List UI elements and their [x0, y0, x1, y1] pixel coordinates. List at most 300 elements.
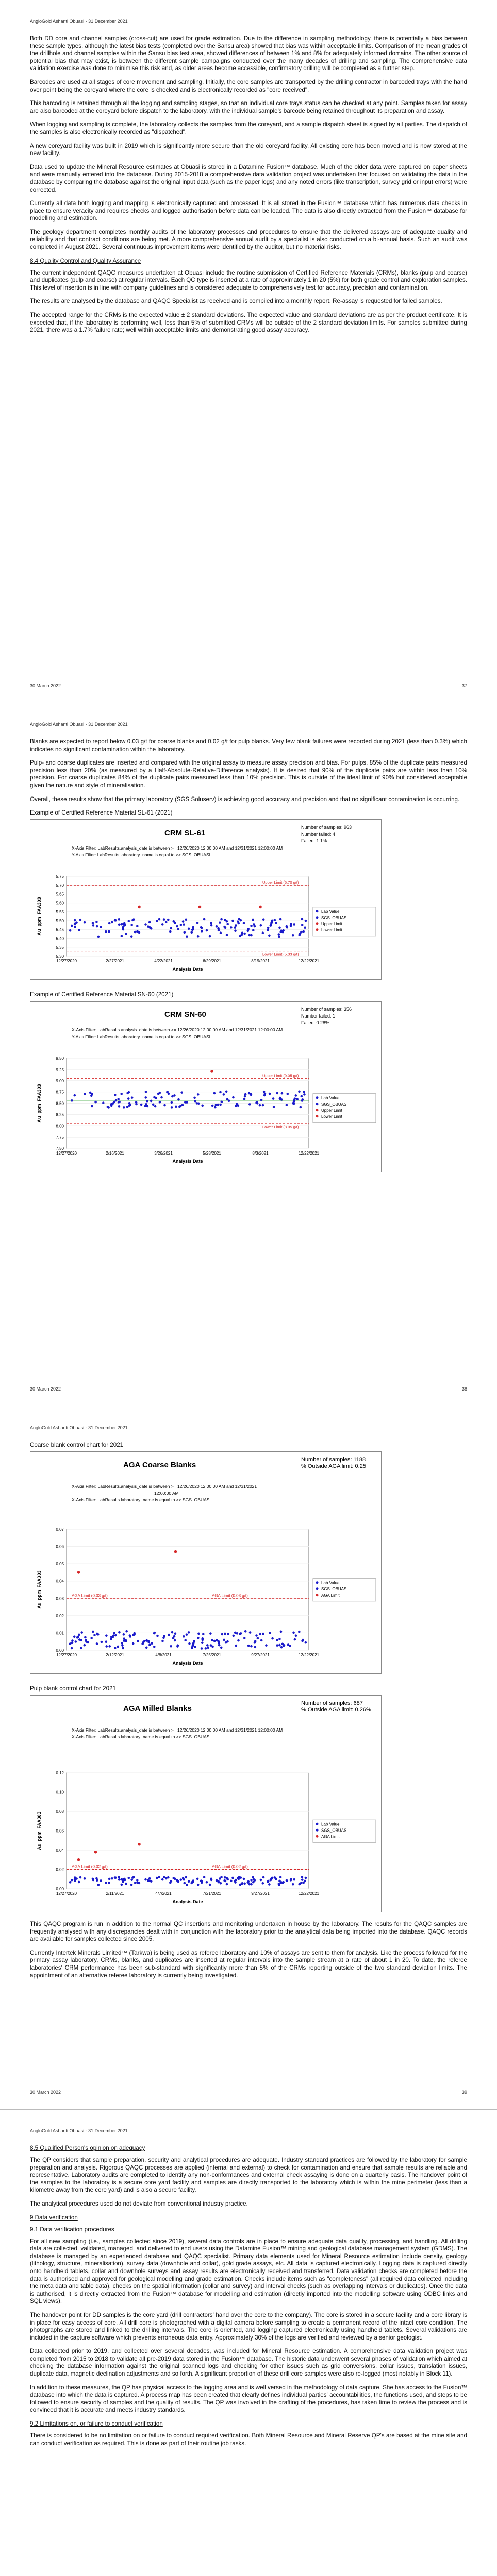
data-point [225, 1641, 227, 1644]
paragraph: The accepted range for the CRMs is the expected value ± 2 standard deviations. The expected value and standard deviations are as per the product certificate. It is expected that, if the laboratory is performing well, less than 5% of submitted CRMs will be outside of the 2 standard deviation limits. For samples submitted during 2021, there was a 1.7% failure rate; well within acceptable limits and demonstrating good assay accuracy. [30, 312, 467, 334]
limit-label: Lower Limit (5.33 g/t) [262, 952, 299, 957]
data-point [201, 1641, 204, 1644]
data-point [118, 1878, 121, 1881]
data-point [114, 1647, 117, 1649]
data-point [188, 1880, 190, 1883]
page-number: 37 [461, 683, 467, 688]
figure-caption: Pulp blank control chart for 2021 [30, 1685, 116, 1692]
data-point [243, 1637, 246, 1639]
page-39 [0, 1406, 497, 2110]
data-point [294, 1638, 296, 1641]
data-point-outlier [138, 906, 141, 909]
data-point [157, 1093, 160, 1095]
x-tick-label: 12/27/2020 [56, 1891, 77, 1896]
chart-filter: X-Axis Filter: LabResults.laboratory_name is equal to >> SGS_OBUASI [72, 1497, 211, 1502]
data-point [156, 1877, 158, 1879]
data-point [158, 1876, 161, 1878]
data-point [193, 1640, 195, 1643]
data-point [171, 1101, 173, 1104]
data-point-outlier [198, 906, 202, 909]
data-point [84, 1636, 87, 1639]
data-point [69, 1881, 72, 1884]
x-tick-label: 4/8/2021 [155, 1653, 172, 1657]
data-point [279, 931, 282, 934]
paragraph: The handover point for DD samples is the core yard (drill contractors' hand over the core to the company). The core is stored in a secure facility and a core library is in place for easy access of core. All drill core is photographed with a digital camera before sampling to create a permanent record of the intact core condition. The photographs are stored and linked to the drilling intervals. The core is oriented, and logging captured electronically using handheld tablets. Several validations are included in the capture software which prevents erroneous data entry. Approximately 30% of the logs are verified and reviewed by a senior geologist. [30, 2311, 467, 2341]
y-tick-label: 5.50 [56, 919, 64, 924]
data-point [114, 919, 117, 922]
data-point [211, 1646, 214, 1648]
data-point [97, 936, 100, 938]
data-point [282, 1881, 285, 1884]
section-heading: 9.2 Limitations on, or failure to conduct verification [30, 2420, 163, 2428]
data-point [272, 1097, 275, 1100]
data-point [305, 1641, 307, 1644]
data-point [180, 924, 183, 926]
data-point [118, 1101, 121, 1104]
data-point [224, 919, 226, 921]
data-point [74, 923, 77, 925]
data-point [94, 1101, 97, 1104]
data-point [244, 1093, 247, 1096]
data-point [269, 1093, 271, 1095]
data-point [96, 1879, 98, 1882]
y-tick-label: 5.45 [56, 927, 64, 933]
legend-marker [316, 1835, 319, 1838]
data-point [250, 1879, 253, 1882]
data-point [276, 1639, 278, 1641]
data-point [211, 1639, 213, 1641]
data-point [117, 1098, 120, 1100]
data-point [255, 1634, 258, 1637]
data-point [111, 1877, 113, 1880]
data-point [279, 1876, 282, 1878]
data-point [136, 925, 139, 928]
data-point [244, 1095, 246, 1098]
y-tick-label: 0.06 [56, 1828, 64, 1834]
data-point [296, 1098, 299, 1101]
data-point [231, 920, 234, 922]
data-point [185, 1876, 187, 1879]
data-point [92, 1631, 94, 1633]
data-point [262, 1882, 264, 1885]
data-point [201, 1105, 204, 1107]
data-point [137, 1640, 139, 1642]
data-point [228, 1100, 230, 1103]
data-point [250, 1094, 253, 1096]
legend-entry: Lab Value [321, 1580, 340, 1585]
data-point [235, 924, 237, 927]
data-point [211, 1105, 214, 1107]
data-point [209, 935, 211, 938]
legend-entry: Upper Limit [321, 1108, 342, 1113]
data-point [183, 1882, 186, 1885]
data-point [188, 1631, 190, 1634]
data-point [197, 1093, 200, 1096]
limit-label: Upper Limit (9.05 g/t) [262, 1073, 299, 1078]
chart-filter: X-Axis Filter: LabResults.analysis_date is between >= 12/26/2020 12:00:00 AM and 12/31/2021 12:00:00 AM [72, 845, 283, 851]
data-point [71, 925, 73, 927]
legend-marker [316, 910, 319, 912]
data-point [117, 1646, 119, 1648]
data-point [247, 1645, 250, 1647]
data-point [130, 924, 133, 926]
data-point [302, 1639, 304, 1641]
data-point [167, 919, 170, 921]
data-point [105, 1640, 107, 1643]
chart-title: CRM SL-61 [164, 828, 206, 838]
data-point [230, 926, 233, 929]
chart-filter: 12:00:00 AM [154, 1490, 179, 1496]
data-point [144, 1096, 147, 1099]
data-point [201, 1647, 203, 1650]
data-point-outlier [77, 1571, 80, 1574]
data-point [286, 925, 288, 928]
data-point [220, 932, 222, 935]
page-footer [30, 1386, 467, 1392]
data-point [174, 1878, 176, 1880]
data-point [197, 1884, 200, 1886]
data-point [126, 1092, 129, 1095]
data-point [97, 1633, 100, 1636]
x-tick-label: 12/22/2021 [298, 1151, 320, 1156]
data-point [269, 1632, 271, 1634]
data-point [201, 1882, 203, 1884]
plot-area [67, 876, 309, 956]
data-point [225, 1091, 228, 1093]
data-point [71, 1099, 73, 1102]
data-point [243, 1878, 245, 1880]
data-point [226, 923, 229, 926]
data-point [118, 1876, 120, 1879]
data-point [130, 1884, 133, 1886]
paragraph: Blanks are expected to report below 0.03 g/t for coarse blanks and 0.02 g/t for pulp blanks. Very few blank failures were recorded during 2021 (less than 0.3%) which indicates no significant contamination within the laboratory. [30, 738, 467, 753]
data-point [84, 1093, 86, 1096]
data-point [209, 1632, 212, 1635]
data-point [118, 1631, 121, 1634]
data-point [118, 924, 121, 926]
x-axis-label: Analysis Date [172, 1660, 203, 1666]
section-heading: 9 Data verification [30, 2214, 78, 2221]
data-point [84, 1877, 86, 1880]
data-point [237, 1639, 240, 1642]
data-point [121, 1642, 123, 1645]
data-point [243, 922, 245, 925]
data-point [84, 1644, 86, 1647]
x-tick-label: 7/21/2021 [203, 1891, 221, 1896]
data-point [217, 1104, 219, 1106]
y-tick-label: 8.25 [56, 1112, 64, 1117]
data-point [167, 1876, 170, 1879]
y-tick-label: 8.75 [56, 1090, 64, 1095]
data-point [163, 1876, 165, 1879]
data-point [127, 1097, 130, 1100]
y-tick-label: 0.02 [56, 1613, 64, 1618]
data-point [174, 1632, 177, 1635]
chart-stat: % Outside AGA limit: 0.25 [301, 1463, 366, 1469]
data-point [70, 1642, 73, 1645]
data-point [136, 1882, 139, 1884]
data-point [102, 1101, 105, 1104]
data-point [243, 1883, 246, 1885]
data-point [219, 922, 221, 924]
y-tick-label: 5.55 [56, 910, 64, 915]
data-point [277, 933, 280, 936]
y-tick-label: 0.05 [56, 1562, 64, 1567]
paragraph: Overall, these results show that the primary laboratory (SGS Soluserv) is achieving good accuracy and precision and that no significant contamination is occurring. [30, 795, 460, 803]
data-point [133, 1632, 136, 1635]
data-point [161, 923, 164, 926]
data-point [260, 1099, 263, 1101]
data-point [220, 1876, 223, 1878]
data-point [186, 1884, 188, 1886]
data-point [300, 1882, 303, 1884]
data-point [231, 1877, 234, 1879]
chart-filter: X-Axis Filter: LabResults.analysis_date is between >= 12/26/2020 12:00:00 AM and 12/31/2021 [72, 1484, 257, 1489]
data-point [234, 927, 236, 929]
section-heading: 8.5 Qualified Person's opinion on adequacy [30, 2145, 145, 2151]
chart-stat: Number of samples: 1188 [301, 1456, 366, 1463]
x-tick-label: 4/7/2021 [155, 1891, 172, 1896]
data-point [235, 1105, 237, 1108]
data-point [301, 1878, 304, 1881]
data-point [220, 1647, 223, 1649]
page-header: AngloGold Ashanti Obuasi - 31 December 2021 [30, 19, 128, 24]
data-point [123, 922, 126, 925]
data-point [260, 1639, 263, 1642]
data-point [183, 1635, 185, 1638]
data-point [239, 1633, 241, 1635]
data-point [278, 1638, 281, 1640]
data-point [172, 1637, 175, 1639]
y-tick-label: 5.65 [56, 892, 64, 897]
limit-label: Upper Limit (5.70 g/t) [262, 880, 299, 885]
data-point [110, 1638, 112, 1640]
data-point [301, 1876, 304, 1878]
legend-entry: AGA Limit [321, 1592, 340, 1598]
legend-entry: Lab Value [321, 909, 340, 914]
data-point [91, 1105, 93, 1108]
legend-entry: AGA Limit [321, 1834, 340, 1839]
data-point [105, 1882, 107, 1884]
data-point [299, 1106, 302, 1109]
data-point [197, 935, 200, 938]
x-tick-label: 4/22/2021 [154, 959, 173, 964]
data-point [286, 1879, 288, 1882]
data-point [153, 1646, 156, 1648]
data-point [278, 936, 280, 938]
data-point [92, 922, 94, 925]
y-tick-label: 0.03 [56, 1596, 64, 1601]
data-point [176, 925, 178, 928]
section-heading: 8.4 Quality Control and Quality Assurance [30, 257, 141, 264]
data-point [151, 1642, 153, 1645]
data-point [274, 919, 276, 922]
data-point [257, 1637, 259, 1639]
x-tick-label: 8/3/2021 [252, 1151, 269, 1156]
footer-date: 30 March 2022 [30, 2090, 61, 2095]
chart-stat: Number of samples: 963 [301, 825, 352, 831]
data-point [213, 1640, 216, 1642]
data-point [214, 1104, 217, 1106]
data-point [197, 1637, 200, 1639]
data-point [219, 1104, 222, 1106]
data-point [290, 925, 292, 927]
data-point [239, 1884, 242, 1886]
paragraph: When logging and sampling is complete, the laboratory collects the samples from the coreyard, and a sample dispatch sheet is signed by all parties. The dispatch of the samples is also electronically recorded as "dispatched". [30, 121, 467, 135]
data-point [252, 929, 255, 932]
data-point [279, 1882, 282, 1884]
legend-marker [316, 1109, 319, 1111]
data-point [146, 1100, 148, 1103]
data-point [122, 928, 125, 931]
y-axis-label: Au_ppm_FAA303 [37, 1084, 42, 1123]
data-point [74, 1879, 76, 1882]
legend-entry: SGS_OBUASI [321, 1101, 348, 1107]
data-point [274, 1876, 276, 1879]
data-point [206, 929, 208, 932]
data-point [209, 1884, 211, 1886]
x-tick-label: 8/19/2021 [251, 959, 270, 964]
data-point [110, 1636, 113, 1638]
data-point [128, 1102, 131, 1105]
data-point [188, 1642, 191, 1645]
data-point [238, 1876, 241, 1878]
page-footer [30, 683, 467, 688]
data-point [232, 1096, 235, 1099]
data-point [267, 927, 270, 929]
data-point [173, 1094, 176, 1097]
footer-date: 30 March 2022 [30, 683, 61, 688]
y-tick-label: 8.00 [56, 1124, 64, 1129]
legend-entry: Upper Limit [321, 921, 342, 926]
data-point [131, 919, 134, 922]
data-point [165, 1877, 168, 1880]
data-point [244, 1630, 247, 1633]
figure-caption: Coarse blank control chart for 2021 [30, 1442, 124, 1448]
data-point [150, 1100, 153, 1103]
data-point [252, 1881, 255, 1884]
data-point [193, 1097, 196, 1099]
data-point [276, 1092, 278, 1095]
data-point [253, 1878, 255, 1881]
chart-coarse-blanks [30, 1451, 382, 1674]
data-point [241, 932, 244, 935]
data-point [148, 926, 151, 929]
data-point [252, 919, 254, 921]
data-point [95, 1877, 98, 1880]
data-point [221, 1101, 223, 1104]
y-tick-label: 7.75 [56, 1135, 64, 1140]
data-point [286, 1093, 289, 1095]
legend-entry: Lab Value [321, 1822, 340, 1827]
limit-label: AGA Limit (0.02 g/t) [72, 1864, 108, 1869]
legend-marker [316, 928, 319, 931]
y-tick-label: 5.60 [56, 901, 64, 906]
chart-filter: Y-Axis Filter: LabResults.laboratory_name is equal to >> SGS_OBUASI [72, 852, 210, 858]
figure-caption: Example of Certified Reference Material SN-60 (2021) [30, 991, 174, 998]
data-point [178, 1106, 181, 1108]
data-point [218, 1642, 221, 1645]
x-tick-label: 12/22/2021 [298, 1653, 320, 1657]
data-point [262, 1876, 265, 1879]
figure-caption: Example of Certified Reference Material SL-61 (2021) [30, 809, 173, 817]
data-point [171, 1106, 173, 1109]
data-point [210, 922, 212, 924]
data-point [163, 1635, 165, 1637]
chart-stat: Number of samples: 687 [301, 1700, 363, 1706]
paragraph: Barcodes are used at all stages of core movement and sampling. Initially, the core samples are transported by the drilling contractor in barcoded trays with the hand over point being the coreyard where the core is checked and is electronically recorded as "core received". [30, 78, 467, 93]
data-point [105, 930, 107, 933]
page-header: AngloGold Ashanti Obuasi - 31 December 2021 [30, 2128, 128, 2133]
data-point [268, 935, 271, 937]
legend-entry: SGS_OBUASI [321, 1828, 348, 1833]
data-point [73, 1094, 76, 1097]
data-point [146, 1639, 148, 1642]
x-tick-label: 9/27/2021 [251, 1891, 270, 1896]
data-point [292, 1102, 295, 1105]
chart-stat: Failed: 1.1% [301, 838, 327, 844]
data-point [170, 927, 173, 930]
section-heading: 9.1 Data verification procedures [30, 2226, 114, 2233]
page-37 [0, 0, 497, 703]
data-point [180, 1878, 183, 1881]
paragraph: The results are analysed by the database and QAQC Specialist as received and is compiled into a monthly report. Re-assay is requested for failed samples. [30, 298, 442, 305]
data-point [113, 1632, 115, 1635]
data-point [130, 936, 133, 938]
legend-marker [316, 1823, 319, 1825]
data-point [183, 923, 185, 926]
paragraph: Data used to update the Mineral Resource estimates at Obuasi is stored in a Datamine Fusion™ database. Much of the older data were captured on paper sheets and were manually entered into the database. During 2015-2018 a comprehensive data validation project was undertaken that focused on validating the data in the database by comparing the database against the original input data (such as the paper logs) and any noted errors (like transcription, survey grid or input errors) were corrected. [30, 163, 467, 193]
legend-marker [316, 1587, 319, 1590]
legend-marker [316, 1096, 319, 1099]
data-point [96, 1642, 98, 1645]
x-tick-label: 12/27/2020 [56, 1151, 77, 1156]
data-point [144, 1105, 147, 1107]
data-point [145, 1647, 148, 1649]
data-point [148, 1877, 151, 1880]
chart-filter: Y-Axis Filter: LabResults.laboratory_name is equal to >> SGS_OBUASI [72, 1034, 210, 1040]
data-point [125, 933, 127, 935]
data-point [156, 920, 158, 922]
x-tick-label: 12/22/2021 [298, 959, 320, 964]
chart-crm-sl61 [30, 819, 382, 980]
data-point [237, 921, 239, 923]
data-point [201, 927, 203, 929]
data-point [256, 1101, 258, 1104]
data-point [114, 1094, 117, 1096]
data-point [265, 1644, 268, 1647]
data-point [262, 932, 264, 935]
data-point [216, 1639, 218, 1642]
chart-stat: % Outside AGA limit: 0.26% [301, 1707, 371, 1713]
data-point [177, 1098, 180, 1101]
data-point [295, 1094, 297, 1097]
data-point [243, 933, 246, 935]
data-point [123, 1633, 125, 1636]
data-point [252, 1876, 254, 1879]
data-point [168, 1093, 170, 1095]
data-point [135, 1101, 138, 1104]
data-point [268, 1883, 271, 1886]
data-point [132, 1642, 135, 1645]
data-point [110, 1103, 113, 1106]
paragraph: A new coreyard facility was built in 2019 which is significantly more secure than the old coreyard facility. All existing core has been moved and is now stored at the new facility. [30, 142, 467, 157]
data-point [224, 1880, 227, 1883]
y-tick-label: 0.12 [56, 1771, 64, 1775]
data-point [78, 929, 80, 931]
data-point [182, 920, 185, 923]
data-point [197, 1103, 200, 1105]
